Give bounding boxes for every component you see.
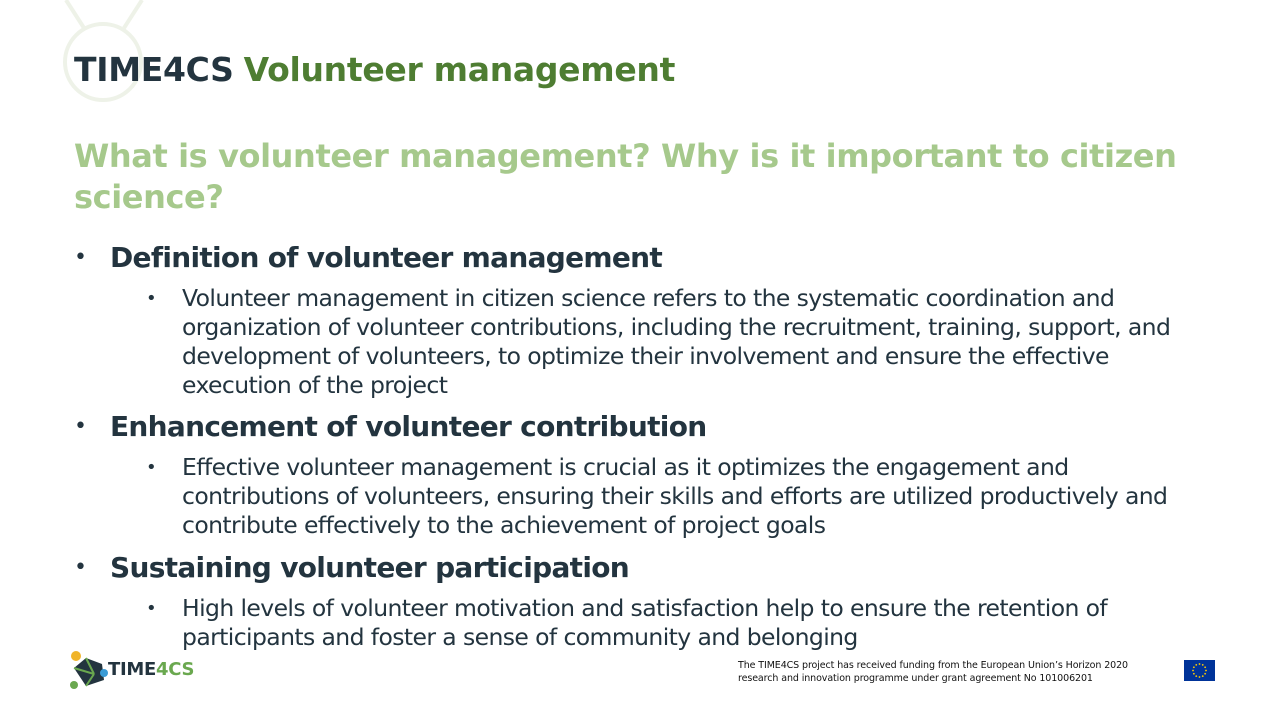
bullet-icon: •	[74, 245, 87, 270]
bullet-icon: •	[74, 414, 87, 439]
subtitle: What is volunteer management? Why is it important to citizen science?	[74, 137, 1177, 216]
title-brand: TIME4CS	[74, 50, 234, 89]
eu-star-icon	[1199, 663, 1201, 665]
eu-star-icon	[1193, 666, 1195, 668]
funding-statement: The TIME4CS project has received funding from the European Union’s Horizon 2020 research and innovation programme under grant agreement No 101006201	[738, 660, 1128, 684]
bullet-icon: •	[74, 555, 87, 580]
eu-star-icon	[1195, 664, 1197, 666]
eu-star-icon	[1202, 664, 1204, 666]
bullet-icon: •	[146, 457, 157, 478]
eu-star-icon	[1202, 675, 1204, 677]
eu-flag-icon	[1184, 660, 1215, 681]
eu-star-icon	[1205, 670, 1207, 672]
eu-star-icon	[1199, 676, 1201, 678]
bullet-icon: •	[146, 288, 157, 309]
title-text: Volunteer management	[243, 50, 676, 89]
eu-star-icon	[1192, 670, 1194, 672]
footer-logo-text: TIME4CS	[108, 659, 195, 680]
eu-star-icon	[1204, 673, 1206, 675]
eu-star-icon	[1195, 675, 1197, 677]
eu-star-icon	[1193, 673, 1195, 675]
bullet-icon: •	[146, 598, 157, 619]
page-title	[74, 50, 675, 89]
slide: TIME4CS Volunteer management What is volunteer management? Why is it important to citizen science? • Definition of volunteer management • Volunteer management in citizen science refers to the systematic coordination and organization of volunteer contributions, including the recruitment, training, support, and development of volunteers, to optimize their involvement and ensure the effective execution of the project • Enhancement of volunteer contribution • Effective volunteer management is crucial as it optimizes the engagement and contributions of volunteers, ensuring their skills and efforts are utilized productively and contribute effectively to the achievement of project goals • Sustaining volunteer participation • High levels of volunteer motivation and satisfaction help to ensure the retention of participants and foster a sense of community and belonging TIME4CS The TIME4CS project has received funding from the European Union’s Horizon 2020 research and innovation programme under grant agreement No 101006201	[0, 0, 1280, 720]
eu-star-icon	[1204, 666, 1206, 668]
